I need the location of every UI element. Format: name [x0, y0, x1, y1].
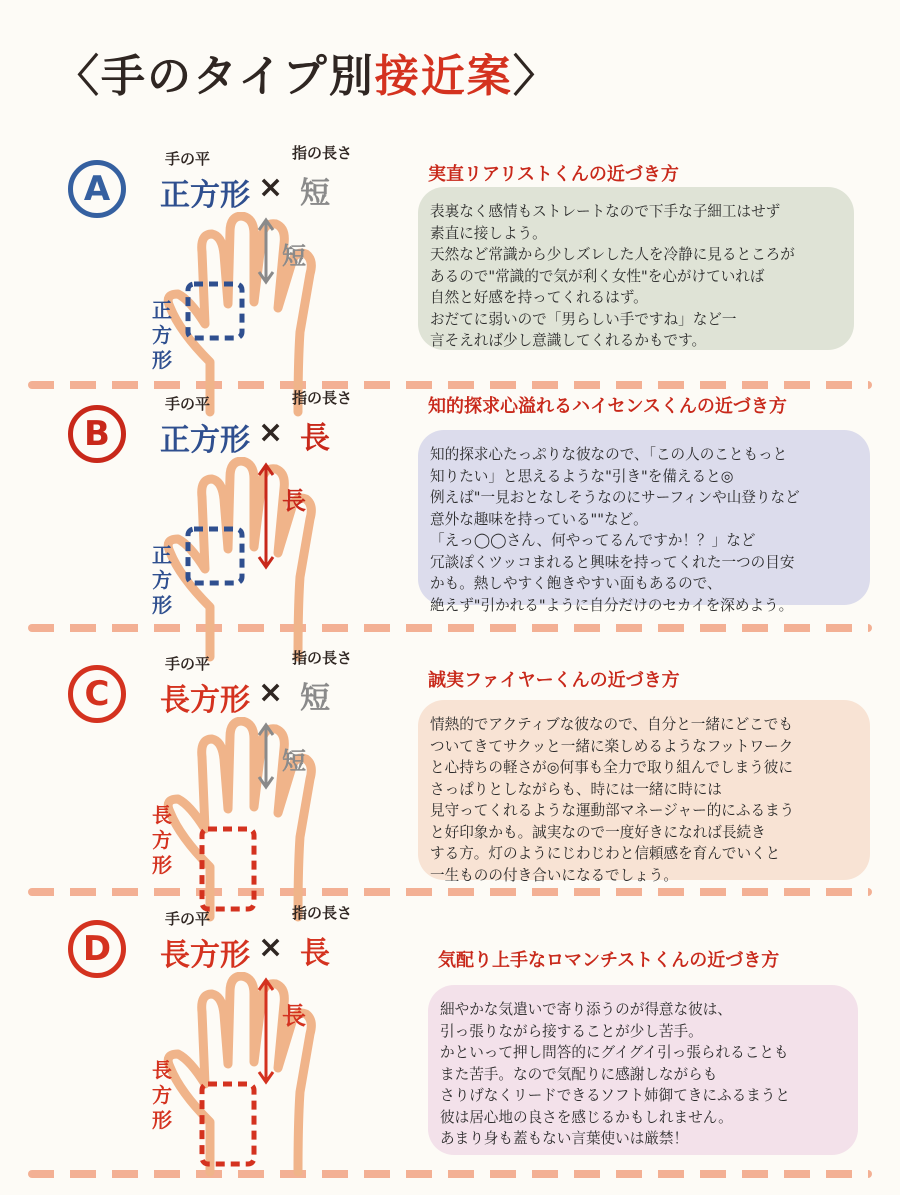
title-end: 〉: [512, 51, 559, 102]
palm-caption: 手の平: [165, 395, 211, 413]
times-sign: ×: [258, 415, 284, 450]
palm-shape-vertical-label: 正方形: [152, 543, 172, 617]
card-text-line: 「えっ◯◯さん、何やってるんですか！？」など: [430, 532, 756, 549]
finger-length-side-label: 長: [282, 1002, 306, 1030]
advice-card: [418, 187, 854, 350]
palm-caption: 手の平: [165, 150, 211, 168]
card-text-line: かも。熱しやすく飽きやすい面もあるので、: [430, 575, 722, 592]
card-title: 実直リアリストくんの近づき方: [428, 164, 679, 185]
card-text-line: 知的探求心たっぷりな彼なので、「この人のこともっと: [430, 446, 788, 463]
advice-card: [418, 430, 870, 614]
card-text-line: かといって押し問答的にグイグイ引っ張られることも: [440, 1044, 789, 1061]
type-badge: [68, 920, 126, 978]
card-title: 誠実ファイヤーくんの近づき方: [428, 670, 680, 691]
finger-caption: 指の長さ: [292, 649, 353, 667]
title-accent: 接近案: [374, 51, 513, 102]
palm-shape-label: 正方形: [160, 423, 250, 458]
type-badge: [68, 665, 126, 723]
times-sign: ×: [258, 930, 284, 965]
card-text-line: おだてに弱いので「男らしい手ですね」など一: [430, 310, 737, 328]
card-text-line: 彼は居心地の良さを感じるかもしれません。: [440, 1108, 733, 1126]
card-text-line: 表裏なく感情もストレートなので下手な子細工はせず: [430, 203, 781, 220]
finger-length-side-label: 短: [282, 242, 306, 270]
type-letter: A: [83, 169, 111, 209]
card-title: 気配り上手なロマンチストくんの近づき方: [438, 950, 780, 971]
card-text-line: あるので"常識的で気が利く女性"を心がけていれば: [430, 267, 765, 285]
palm-caption: 手の平: [165, 910, 211, 928]
card-text-line: さっぱりとしながらも、時には一緒に時には: [430, 780, 722, 798]
advice-card: [428, 985, 858, 1155]
finger-caption: 指の長さ: [292, 389, 353, 407]
finger-length-label: 長: [300, 936, 330, 971]
type-badge: [68, 405, 126, 463]
palm-shape-label: 正方形: [160, 178, 250, 213]
advice-card: [418, 700, 870, 884]
card-text-line: 細やかな気遣いで寄り添うのが得意な彼は、: [440, 1001, 732, 1018]
card-title: 知的探求心溢れるハイセンスくんの近づき方: [428, 396, 787, 417]
palm-shape-vertical-label: 長方形: [152, 1058, 172, 1132]
palm-shape-label: 長方形: [160, 683, 250, 718]
hand-illustration: [150, 457, 380, 667]
card-text-line: 見守ってくれるような運動部マネージャー的にふるまう: [430, 802, 795, 819]
palm-shape-label: 長方形: [160, 938, 250, 973]
card-text-line: 知りたい」と思えるような"引き"を備えると◎: [430, 467, 734, 485]
card-text-line: 情熱的でアクティブな彼なので、自分と一緒にどこでも: [430, 716, 793, 733]
palm-shape-vertical-label: 長方形: [152, 803, 172, 877]
type-letter: C: [84, 674, 110, 714]
card-text-line: 意外な趣味を持っている""など。: [430, 510, 648, 528]
title-main: 〈手のタイプ別: [55, 51, 375, 102]
palm-caption: 手の平: [165, 655, 211, 673]
card-text-line: 言そえれば少し意識してくれるかもです。: [430, 332, 707, 349]
card-text-line: 絶えず"引かれる"ように自分だけのセカイを深めよう。: [430, 596, 794, 614]
finger-length-side-label: 長: [282, 487, 306, 515]
card-text-line: する方。灯のようにじわじわと信頼感を育んでいくと: [430, 845, 781, 862]
card-text-line: 例えば"一見おとなしそうなのにサーフィンや山登りなど: [430, 489, 800, 506]
card-text-line: 素直に接しよう。: [430, 224, 547, 242]
card-text-line: と好印象かも。誠実なので一度好きになれば長続き: [430, 823, 766, 841]
times-sign: ×: [258, 170, 284, 205]
palm-shape-vertical-label: 正方形: [152, 298, 172, 372]
finger-length-label: 短: [300, 176, 330, 211]
card-text-line: 引っ張りながら接することが少し苦手。: [440, 1022, 703, 1040]
finger-caption: 指の長さ: [292, 904, 353, 922]
finger-length-label: 長: [300, 421, 330, 456]
finger-caption: 指の長さ: [292, 144, 353, 162]
type-badge: [68, 160, 126, 218]
page-title: [55, 40, 559, 104]
hand-illustration: [150, 717, 380, 927]
card-text-line: ついてきてサクッと一緒に楽しめるようなフットワーク: [430, 737, 794, 755]
type-letter: B: [84, 414, 110, 454]
times-sign: ×: [258, 675, 284, 710]
card-text-line: さりげなくリードできるソフト姉御てきにふるまうと: [440, 1087, 790, 1104]
card-text-line: 自然と好感を持ってくれるはず。: [430, 289, 648, 306]
card-text-line: あまり身も蓋もない言葉使いは厳禁！: [440, 1130, 689, 1147]
card-text-line: また苦手。なので気配りに感謝しながらも: [440, 1065, 718, 1083]
finger-length-label: 短: [300, 681, 330, 716]
card-text-line: と心持ちの軽さが◎何事も全力で取り組んでしまう彼に: [430, 759, 793, 776]
finger-length-side-label: 短: [282, 747, 306, 775]
hand-illustration: [150, 972, 380, 1182]
card-text-line: 一生ものの付き合いになるでしょう。: [430, 866, 678, 884]
card-text-line: 天然など常識から少しズレした人を冷静に見るところが: [430, 246, 795, 263]
card-text-line: 冗談ぽくツッコまれると興味を持ってくれた一つの目安: [430, 553, 795, 571]
type-letter: D: [82, 929, 112, 969]
